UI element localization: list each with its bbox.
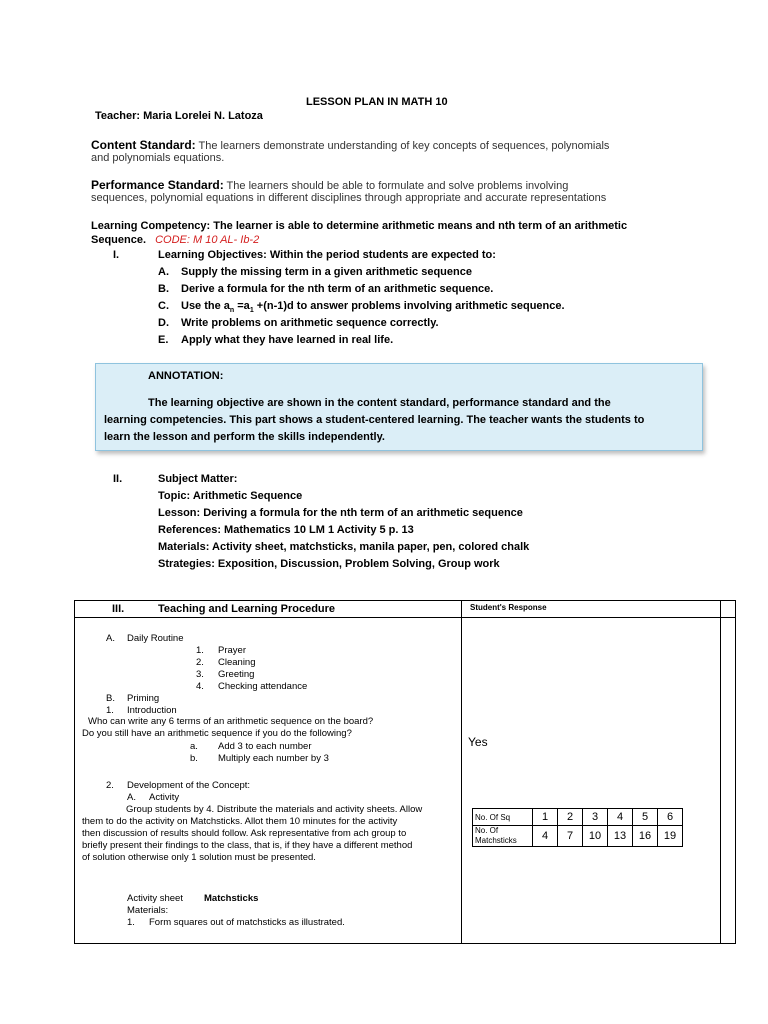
activity-text-line: briefly present their findings to the class, that is, if they have a different method <box>82 840 413 851</box>
content-standard <box>91 138 609 152</box>
materials-label: Materials: <box>127 905 169 916</box>
table-cell: 10 <box>583 826 608 847</box>
table-border-right <box>735 600 736 944</box>
subject-heading: Subject Matter: <box>158 473 238 485</box>
response-yes: Yes <box>468 735 488 749</box>
activity-text-line: Group students by 4. Distribute the materials and activity sheets. Allow <box>126 804 423 815</box>
routine-num: 1. <box>196 645 204 656</box>
table-cell: 13 <box>608 826 633 847</box>
table-border-bottom <box>74 943 736 944</box>
table-row <box>473 826 683 847</box>
routine-num: 4. <box>196 681 204 692</box>
annotation-heading: ANNOTATION: <box>148 370 224 382</box>
activity-letter: A. <box>127 792 136 803</box>
priming-label: Priming <box>127 693 160 704</box>
matchsticks-table <box>472 808 683 847</box>
activity-text-line: them to do the activity on Matchsticks. Allot them 10 minutes for the activity <box>82 816 398 827</box>
formula-mid: =a <box>234 300 250 312</box>
table-cell: 3 <box>583 809 608 826</box>
objective-letter: D. <box>158 317 169 329</box>
performance-standard-text-2: sequences, polynomial equations in different disciplines through appropriate and accurate representations <box>91 192 607 204</box>
table-border-mid <box>461 600 462 944</box>
activity-sheet-title: Matchsticks <box>204 893 259 904</box>
table-border-inner-right <box>720 600 721 944</box>
learning-competency: Learning Competency: The learner is able to determine arithmetic means and nth term of an arithmetic <box>91 220 628 232</box>
competency-code: CODE: M 10 AL- Ib-2 <box>155 234 260 246</box>
procedure-heading: Teaching and Learning Procedure <box>158 603 336 615</box>
question-item-letter: a. <box>190 741 198 752</box>
routine-item: Greeting <box>218 669 255 680</box>
priming-letter: B. <box>106 693 115 704</box>
question-1: Who can write any 6 terms of an arithmetic sequence on the board? <box>88 716 374 727</box>
routine-item: Cleaning <box>218 657 256 668</box>
objective-item-formula <box>181 300 565 314</box>
question-2: Do you still have an arithmetic sequence if you do the following? <box>82 728 352 739</box>
table-cell: 2 <box>558 809 583 826</box>
content-standard-label: Content Standard: <box>91 138 196 152</box>
table-cell: 4 <box>533 826 558 847</box>
objective-item: Supply the missing term in a given arithmetic sequence <box>181 266 472 278</box>
formula-sub-1: 1 <box>249 307 254 315</box>
subject-num: II. <box>113 473 123 485</box>
intro-num: 1. <box>106 705 114 716</box>
formula-sub-n: n <box>229 307 235 315</box>
step-num: 1. <box>127 917 135 928</box>
objectives-heading: Learning Objectives: Within the period students are expected to: <box>158 249 496 261</box>
row-label-b: Matchsticks <box>475 836 517 845</box>
annotation-line-2: learning competencies. This part shows a student-centered learning. The teacher wants the students to <box>104 414 645 426</box>
content-standard-text-2: and polynomials equations. <box>91 152 225 164</box>
objective-item: Derive a formula for the nth term of an arithmetic sequence. <box>181 283 494 295</box>
objective-letter: C. <box>158 300 169 312</box>
competency-line-2 <box>91 234 259 246</box>
row-label <box>473 826 533 847</box>
row-label: No. Of Sq <box>473 809 533 826</box>
development-label: Development of the Concept: <box>127 780 251 791</box>
table-border-header <box>74 617 736 618</box>
table-cell: 5 <box>633 809 658 826</box>
performance-standard <box>91 178 568 192</box>
teacher-name: Teacher: Maria Lorelei N. Latoza <box>95 110 263 122</box>
response-heading: Student's Response <box>470 603 547 612</box>
content-standard-text: The learners demonstrate understanding of key concepts of sequences, polynomials <box>195 140 610 152</box>
objective-item: Apply what they have learned in real life. <box>181 334 394 346</box>
table-cell: 16 <box>633 826 658 847</box>
routine-letter: A. <box>106 633 115 644</box>
subject-references: References: Mathematics 10 LM 1 Activity 5 p. 13 <box>158 524 414 536</box>
subject-lesson: Lesson: Deriving a formula for the nth term of an arithmetic sequence <box>158 507 523 519</box>
table-cell: 1 <box>533 809 558 826</box>
formula-pre: Use the a <box>181 300 230 312</box>
annotation-line-1: The learning objective are shown in the content standard, performance standard and the <box>148 397 611 409</box>
subject-strategies: Strategies: Exposition, Discussion, Problem Solving, Group work <box>158 558 500 570</box>
objective-letter: B. <box>158 283 169 295</box>
table-row <box>473 809 683 826</box>
question-item: Add 3 to each number <box>218 741 312 752</box>
activity-text-line: of solution otherwise only 1 solution must be presented. <box>82 852 316 863</box>
step-text: Form squares out of matchsticks as illustrated. <box>149 917 345 928</box>
annotation-line-3: learn the lesson and perform the skills independently. <box>104 431 385 443</box>
activity-label: Activity <box>149 792 180 803</box>
subject-topic: Topic: Arithmetic Sequence <box>158 490 303 502</box>
performance-standard-text: The learners should be able to formulate and solve problems involving <box>223 180 569 192</box>
intro-label: Introduction <box>127 705 177 716</box>
question-item: Multiply each number by 3 <box>218 753 329 764</box>
table-cell: 7 <box>558 826 583 847</box>
routine-label: Daily Routine <box>127 633 184 644</box>
table-border-left <box>74 600 75 944</box>
table-border-top <box>74 600 736 601</box>
procedure-num: III. <box>112 603 125 615</box>
routine-num: 2. <box>196 657 204 668</box>
competency-sequence: Sequence. <box>91 234 147 246</box>
activity-text-line: then discussion of results should follow. Ask representative from ach group to <box>82 828 407 839</box>
activity-sheet-label: Activity sheet <box>127 893 183 904</box>
development-num: 2. <box>106 780 114 791</box>
formula-post: +(n-1)d to answer problems involving arithmetic sequence. <box>253 300 565 312</box>
objective-letter: A. <box>158 266 169 278</box>
objectives-num: I. <box>113 249 120 261</box>
table-cell: 19 <box>658 826 683 847</box>
routine-num: 3. <box>196 669 204 680</box>
row-label-a: No. Of <box>475 826 499 835</box>
subject-materials: Materials: Activity sheet, matchsticks, manila paper, pen, colored chalk <box>158 541 530 553</box>
page-title: LESSON PLAN IN MATH 10 <box>306 96 448 108</box>
objective-item: Write problems on arithmetic sequence correctly. <box>181 317 439 329</box>
table-cell: 4 <box>608 809 633 826</box>
table-cell: 6 <box>658 809 683 826</box>
question-item-letter: b. <box>190 753 198 764</box>
routine-item: Prayer <box>218 645 246 656</box>
objective-letter: E. <box>158 334 169 346</box>
routine-item: Checking attendance <box>218 681 308 692</box>
performance-standard-label: Performance Standard: <box>91 178 224 192</box>
